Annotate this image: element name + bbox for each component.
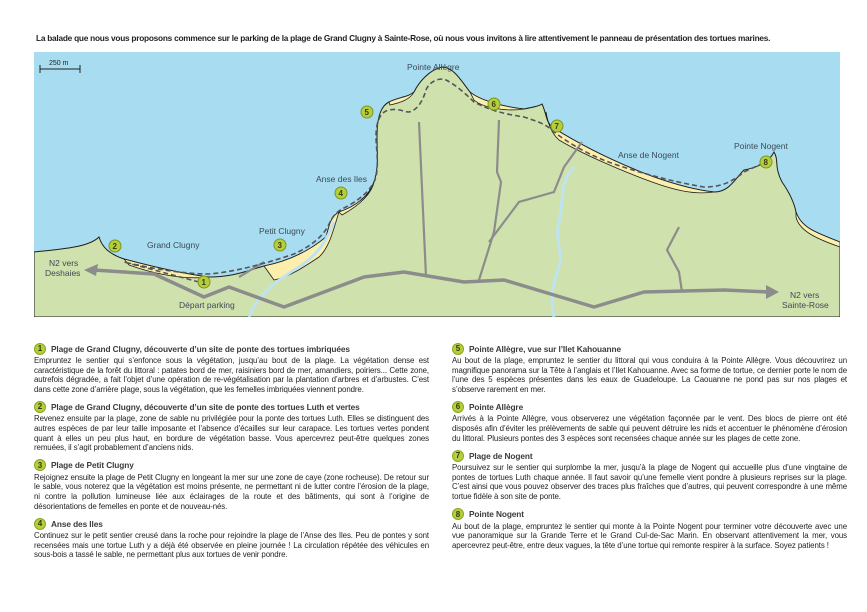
scale-label: 250 m xyxy=(49,60,69,67)
trail-map xyxy=(34,52,840,317)
section-3 xyxy=(34,459,429,511)
section-6 xyxy=(452,400,847,443)
marker-6[interactable] xyxy=(488,98,500,110)
section-title: Plage de Grand Clugny, découverte d’un site de ponte des tortues imbriquées xyxy=(51,343,350,354)
label-grand-clugny: Grand Clugny xyxy=(147,240,200,250)
section-title: Anse des Iles xyxy=(51,518,103,529)
section-7 xyxy=(452,449,847,501)
marker-2[interactable] xyxy=(109,240,121,252)
number-badge-8: 8 xyxy=(452,508,464,520)
section-4 xyxy=(34,517,429,560)
svg-text:4: 4 xyxy=(338,189,343,198)
section-title: Plage de Petit Clugny xyxy=(51,460,134,471)
description-column-left xyxy=(34,342,429,566)
section-body: Empruntez le sentier qui s’enfonce sous la végétation, jusqu’au bout de la plage. La végétation dense est caractéristique de la forêt du littoral : patates bord de mer, raisiniers bord de mer, amandiers, poiriers... Cette zone, autrefois dégradée, a fait l’objet d’une opération de re-végétalisation par la plantation d’arbres et d’arbustes. C’est dans cette zone d’arrière plage, sous la végétation, que les femelles imbriquées viennent pondre. xyxy=(34,356,429,394)
section-title: Pointe Nogent xyxy=(469,509,524,520)
section-body: Arrivés à la Pointe Allègre, vous observerez une végétation façonnée par le vent. Des blocs de pierre ont été disposés afin d’éviter les prélèvements de sable qui peuvent détruire les nids et accentuer le phénomène d’érosion du littoral. Plusieurs pontes des 3 espèces sont recensées chaque année sur les plages de cette zone. xyxy=(452,414,847,443)
marker-4[interactable] xyxy=(335,187,347,199)
section-body: Au bout de la plage, empruntez le sentier qui monte à la Pointe Nogent pour terminer votre découverte avec une vue panoramique sur la Grande Terre et le Grand Cul-de-Sac Marin. En observant attentivement la mer, vous apercevrez peut-être, entre deux vagues, la tête d’une tortue qui remonte respirer à la surface. Soyez patients ! xyxy=(452,521,847,550)
section-body: Revenez ensuite par la plage, zone de sable nu privilégiée pour la ponte des tortues Luth. Elles se distinguent des autres espèces de par leur taille imposante et l’absence d’écailles sur leur carapace. Les tortues vertes pondent quant à elles un peu plus haut, en bordure de végétation basse. Vous apercevrez peut-être quelques zones remuées, il s’agit probablement d’anciens nids. xyxy=(34,414,429,453)
section-body: Continuez sur le petit sentier creusé dans la roche pour rejoindre la plage de l’Anse des Iles. Peu de pontes y sont recensées mais une tortue Luth y a déjà été observée en pleine journée ! La circulation répétée des véhicules en sous-bois a tassé le sable, ne permettant plus aux tortues de venir pondre. xyxy=(34,531,429,560)
label-petit-clugny: Petit Clugny xyxy=(259,226,305,236)
number-badge-5: 5 xyxy=(452,343,464,355)
label-pointe-allegre: Pointe Allègre xyxy=(407,62,460,72)
section-2 xyxy=(34,400,429,452)
label-anse-de-nogent: Anse de Nogent xyxy=(618,150,679,160)
label-anse-des-iles: Anse des Iles xyxy=(316,174,368,184)
section-title: Pointe Allègre, vue sur l’Ilet Kahouanne xyxy=(469,343,621,354)
section-title: Plage de Nogent xyxy=(469,450,533,461)
section-body: Rejoignez ensuite la plage de Petit Clugny en longeant la mer sur une zone de caye (zone rocheuse). De retour sur le sable, vous noterez que la végétation est moins présente, ne permettant ni de lutter contre l’érosion de la plage, ni contre la pollution lumineuse liée aux éclairages de la route et des bâtiments, qui sont à l’origine de désorientations de femelles en ponte et de nouveau-nés. xyxy=(34,472,429,511)
section-title: Plage de Grand Clugny, découverte d’un site de ponte des tortues Luth et vertes xyxy=(51,401,360,412)
label-n2-deshaies-line2: Deshaies xyxy=(45,268,81,278)
number-badge-6: 6 xyxy=(452,401,464,413)
section-8 xyxy=(452,508,847,551)
map-svg xyxy=(34,52,840,317)
svg-text:8: 8 xyxy=(763,158,768,167)
label-n2-sainte-rose-line1: N2 vers xyxy=(790,290,820,300)
section-1 xyxy=(34,342,429,394)
number-badge-1: 1 xyxy=(34,343,46,355)
section-body: Poursuivez sur le sentier qui surplombe la mer, jusqu’à la plage de Nogent qui accueille plus d’une vingtaine de pontes de tortues Luth chaque année. Il faut savoir qu’une femelle vient pondre à plusieurs reprises sur la plage. C’est ainsi que vous pouvez observer des traces plus fraîches que d’autres, qui peuvent correspondre à une même tortue fidèle à son site de ponte. xyxy=(452,463,847,501)
marker-5[interactable] xyxy=(361,106,373,118)
number-badge-3: 3 xyxy=(34,459,46,471)
svg-text:3: 3 xyxy=(277,241,282,250)
label-n2-sainte-rose-line2: Sainte-Rose xyxy=(782,300,829,310)
section-5 xyxy=(452,342,847,394)
svg-text:6: 6 xyxy=(491,100,496,109)
label-n2-deshaies-line1: N2 vers xyxy=(49,258,79,268)
svg-text:1: 1 xyxy=(201,278,206,287)
marker-1[interactable] xyxy=(198,276,210,288)
section-body: Au bout de la plage, empruntez le sentier du littoral qui vous conduira à la Pointe Allègre. Vous découvrirez un magnifique panorama sur la Tête à l’anglais et l’Ilet Kahouanne. Avec sa forme de tortue, ce dernier porte le nom de l’une des 5 espèces présentes dans les eaux de Guadeloupe. La Caouanne ne pond pas sur nos plages et s’observe rarement en mer. xyxy=(452,356,847,394)
svg-text:7: 7 xyxy=(554,122,559,131)
label-pointe-nogent: Pointe Nogent xyxy=(734,141,788,151)
number-badge-7: 7 xyxy=(452,450,464,462)
marker-3[interactable] xyxy=(274,239,286,251)
svg-text:2: 2 xyxy=(112,242,117,251)
label-depart-parking: Départ parking xyxy=(179,300,235,310)
number-badge-2: 2 xyxy=(34,401,46,413)
number-badge-4: 4 xyxy=(34,518,46,530)
marker-8[interactable] xyxy=(760,156,772,168)
description-column-right xyxy=(452,342,847,556)
marker-7[interactable] xyxy=(551,120,563,132)
svg-text:5: 5 xyxy=(364,108,369,117)
intro-text: La balade que nous vous proposons commence sur le parking de la plage de Grand Clugny à Sainte-Rose, où nous vous invitons à lire attentivement le panneau de présentation des tortues marines. xyxy=(36,33,771,43)
section-title: Pointe Allègre xyxy=(469,401,524,412)
